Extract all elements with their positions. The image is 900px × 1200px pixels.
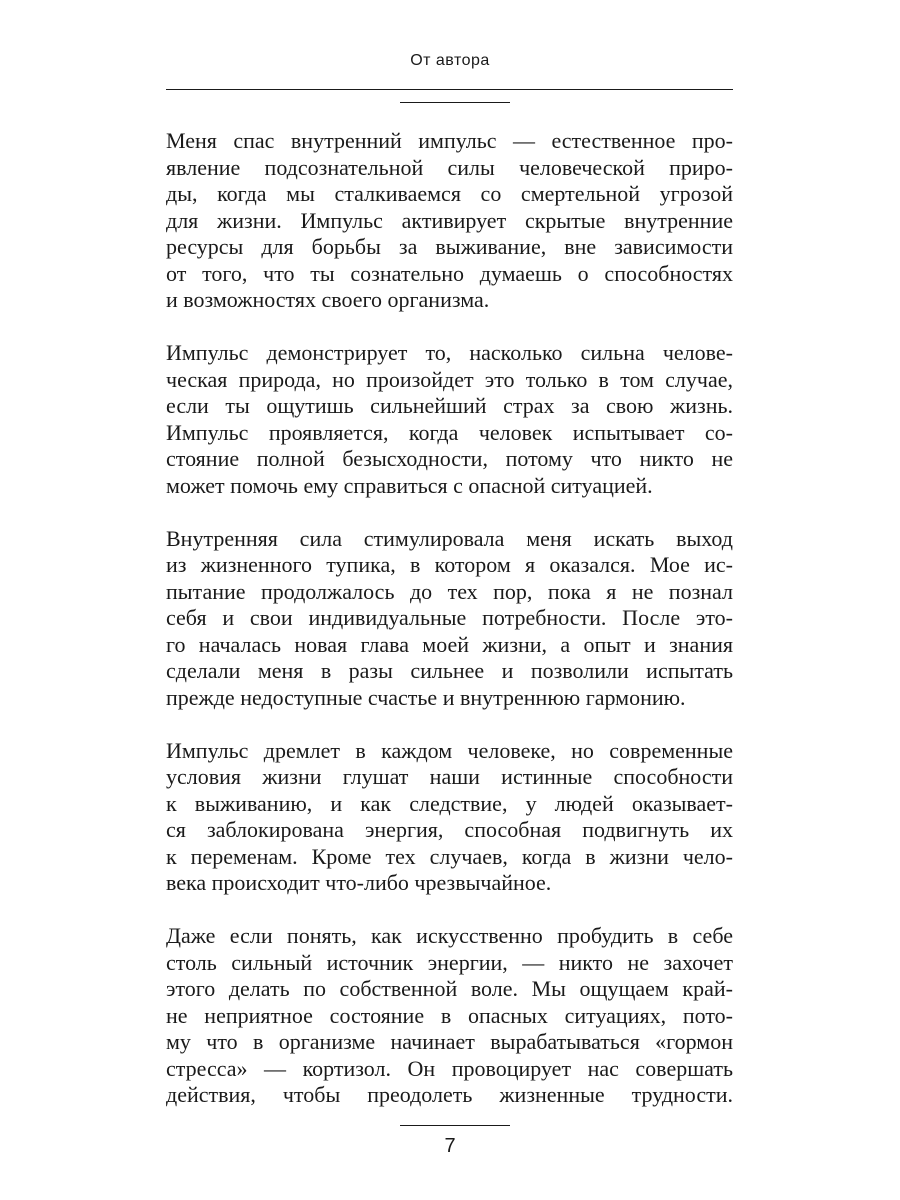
text-line: ся заблокирована энергия, способная подвигнуть их: [166, 817, 733, 842]
text-line: к переменам. Кроме тех случаев, когда в жизни чело-: [166, 843, 733, 869]
text-line: явление подсознательной силы человеческой приро-: [166, 154, 733, 180]
text-line: стояние полной безысходности, потому что никто не: [166, 446, 733, 471]
text-line: не неприятное состояние в опасных ситуациях, пото-: [166, 1002, 733, 1028]
text-line: Импульс дремлет в каждом человеке, но современные: [166, 737, 733, 763]
text-line: прежде недоступные счастье и внутреннюю гармонию.: [166, 684, 686, 710]
text-line: может помочь ему справиться с опасной ситуацией.: [166, 472, 653, 498]
text-line: столь сильный источник энергии, — никто не захочет: [166, 949, 733, 975]
text-line: к выживанию, и как следствие, у людей оказывает-: [166, 790, 733, 816]
text-line: го началась новая глава моей жизни, а опыт и знания: [166, 631, 733, 657]
text-line: стресса» — кортизол. Он провоцирует нас совершать: [166, 1055, 733, 1081]
text-line: века происходит что-либо чрезвычайное.: [166, 870, 552, 895]
text-line: если ты ощутишь сильнейший страх за свою жизнь.: [166, 393, 733, 418]
text-line: Внутренняя сила стимулировала меня искать выход: [166, 525, 733, 551]
text-line: ресурсы для борьбы за выживание, вне зависимости: [166, 234, 733, 259]
text-line: себя и свои индивидуальные потребности. После это-: [166, 605, 733, 630]
header-short-rule: [400, 102, 510, 103]
text-line: условия жизни глушат наши истинные способности: [166, 764, 733, 789]
text-line: от того, что ты сознательно думаешь о способностях: [166, 260, 733, 286]
page-number: 7: [444, 1135, 456, 1157]
text-line: ды, когда мы сталкиваемся со смертельной угрозой: [166, 181, 733, 206]
text-line: этого делать по собственной воле. Мы ощущаем край-: [166, 976, 733, 1001]
header-rule: [166, 89, 733, 90]
text-line: пытание продолжалось до тех пор, пока я не познал: [166, 578, 733, 604]
running-title: От автора: [410, 52, 490, 69]
text-line: Импульс проявляется, когда человек испытывает со-: [166, 419, 733, 445]
paragraph-2: [166, 340, 733, 499]
text-line: сделали меня в разы сильнее и позволили испытать: [166, 658, 733, 683]
paragraph-1: [166, 128, 733, 314]
text-line: действия, чтобы преодолеть жизненные трудности.: [166, 1082, 733, 1107]
text-line: ческая природа, но произойдет это только в том случае,: [166, 366, 733, 392]
text-line: Импульс демонстрирует то, насколько сильна челове-: [166, 340, 733, 365]
paragraph-3: [166, 526, 733, 712]
text-line: из жизненного тупика, в котором я оказался. Мое ис-: [166, 552, 733, 577]
paragraph-4: [166, 738, 733, 897]
text-line: Даже если понять, как искусственно пробудить в себе: [166, 923, 733, 948]
body-text: [166, 128, 733, 1135]
text-line: и возможностях своего организма.: [166, 287, 490, 312]
text-line: для жизни. Импульс активирует скрытые внутренние: [166, 207, 733, 233]
paragraph-5: [166, 923, 733, 1109]
text-line: му что в организме начинает вырабатываться «гормон: [166, 1029, 733, 1054]
footer-short-rule: [400, 1125, 510, 1126]
text-line: Меня спас внутренний импульс — естественное про-: [166, 128, 733, 153]
